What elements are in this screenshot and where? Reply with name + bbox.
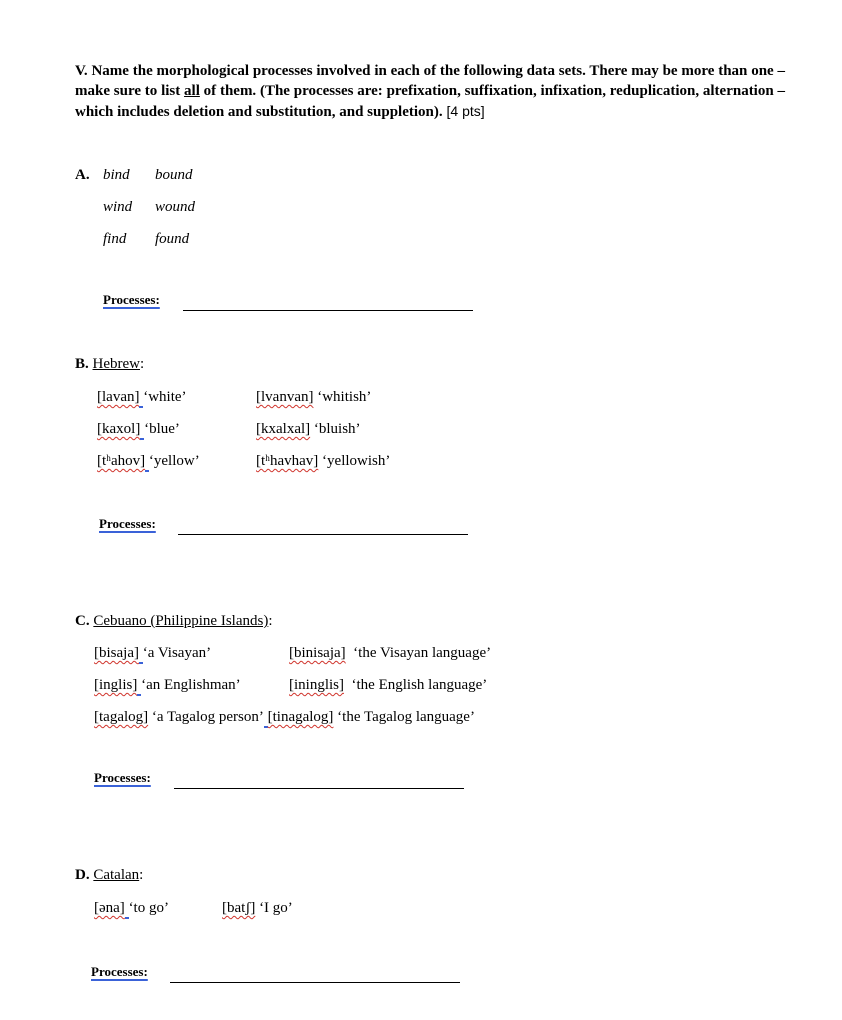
- instructions-text: V. Name the morphological processes involved in each of the following data sets. There may be more than one – make sure to list: [75, 63, 785, 99]
- section-b-row-3: [97, 453, 200, 470]
- instructions-text-2: of them. (The processes are: prefixation, suffixation, infixation, reduplication, alternation – which includes deletion and substitution, and suppletion).: [75, 83, 785, 120]
- section-a-label: A.: [75, 167, 90, 183]
- section-c-row-1: [94, 645, 211, 662]
- section-c-row-2b: [289, 677, 487, 694]
- section-d-gloss-1: ‘to go’: [128, 900, 169, 916]
- section-b-colon: :: [140, 356, 145, 372]
- points-label: [4 pts]: [442, 103, 485, 119]
- section-c-gloss-3: ‘a Tagalog person’: [151, 709, 264, 725]
- section-c-row-2: [94, 677, 241, 694]
- section-d-title: Catalan: [93, 867, 140, 883]
- section-c-answer-line[interactable]: [174, 788, 464, 789]
- section-b-processes-label: Processes:: [99, 516, 156, 531]
- section-d-colon: :: [139, 867, 144, 883]
- section-d-row-1: [94, 900, 169, 917]
- section-d-heading: [75, 867, 143, 884]
- section-a-base-2: wind: [103, 199, 133, 215]
- section-c-form2-3: [tinagalog]: [267, 709, 334, 725]
- instructions-all: all: [184, 83, 200, 99]
- section-b-gloss2-1: ‘whitish’: [317, 389, 372, 405]
- section-c-label: C.: [75, 613, 90, 629]
- section-c-gloss2-2: ‘the English language’: [351, 677, 488, 693]
- instructions-paragraph: [75, 61, 785, 122]
- section-c-form2-2: [ininglis]: [289, 677, 344, 693]
- section-b-title: Hebrew: [92, 356, 140, 372]
- section-b-form2-3: [tʰhavhav]: [256, 453, 319, 469]
- section-c-colon: :: [268, 613, 273, 629]
- section-a-base-3: find: [103, 231, 127, 247]
- section-b-label: B.: [75, 356, 89, 372]
- section-c-form2-1: [binisaja]: [289, 645, 346, 661]
- section-b-gloss2-3: ‘yellowish’: [322, 453, 391, 469]
- section-c-gloss-2: ‘an Englishman’: [141, 677, 241, 693]
- section-c-gloss-1: ‘a Visayan’: [142, 645, 212, 661]
- section-c-form-1: [bisaja]: [94, 645, 139, 661]
- section-b-row-1b: [256, 389, 371, 406]
- section-d-form-1: [əna]: [94, 900, 125, 916]
- section-b-gloss-3: ‘yellow’: [148, 453, 200, 469]
- section-b-form2-1: [lvanvan]: [256, 389, 314, 405]
- section-d-form2-1: [batʃ]: [222, 900, 256, 916]
- section-d-gloss2-1: ‘I go’: [259, 900, 293, 916]
- section-d-row-1b: [222, 900, 293, 917]
- section-c-form-2: [inglis]: [94, 677, 138, 693]
- section-b-row-1: [97, 389, 187, 406]
- section-b-form-3: [tʰahov]: [97, 453, 146, 469]
- section-a-derived-2: wound: [155, 199, 196, 215]
- section-c-row-3: [94, 709, 475, 726]
- section-a-derived-1: bound: [155, 167, 193, 183]
- section-d-processes-label: Processes:: [91, 964, 148, 979]
- section-b-heading: [75, 356, 144, 373]
- section-a-base-1: bind: [103, 167, 130, 183]
- section-b-form-1: [lavan]: [97, 389, 140, 405]
- section-c-heading: [75, 613, 273, 630]
- section-b-row-3b: [256, 453, 390, 470]
- section-b-gloss-2: ‘blue’: [144, 421, 180, 437]
- section-d-answer-line[interactable]: [170, 982, 460, 983]
- section-c-processes-label: Processes:: [94, 770, 151, 785]
- section-c-title: Cebuano (Philippine Islands): [93, 613, 269, 629]
- section-c-gloss2-3: ‘the Tagalog language’: [337, 709, 475, 725]
- section-b-row-2b: [256, 421, 361, 438]
- section-c-form-3: [tagalog]: [94, 709, 149, 725]
- section-b-answer-line[interactable]: [178, 534, 468, 535]
- section-c-gloss2-1: ‘the Visayan language’: [353, 645, 492, 661]
- section-b-row-2: [97, 421, 180, 438]
- section-d-label: D.: [75, 867, 90, 883]
- section-b-gloss-1: ‘white’: [143, 389, 187, 405]
- section-b-form2-2: [kxalxal]: [256, 421, 311, 437]
- section-a-processes-label: Processes:: [103, 292, 160, 307]
- section-a-derived-3: found: [155, 231, 190, 247]
- section-b-gloss2-2: ‘bluish’: [313, 421, 361, 437]
- section-a-answer-line[interactable]: [183, 310, 473, 311]
- section-c-row-1b: [289, 645, 491, 662]
- section-b-form-2: [kaxol]: [97, 421, 141, 437]
